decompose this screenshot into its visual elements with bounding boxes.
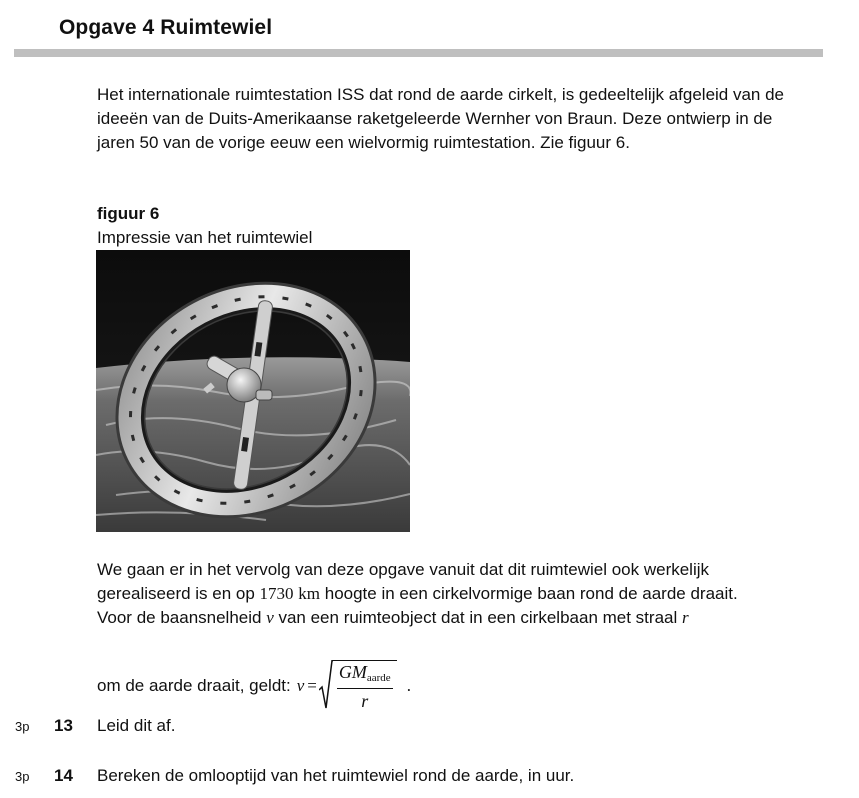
question-points: 3p (15, 769, 30, 784)
fraction (333, 660, 397, 713)
height-value: 1730 (259, 584, 294, 603)
numerator-gm: GM (338, 661, 367, 682)
formula-line (97, 660, 411, 712)
orbit-paragraph (97, 558, 797, 630)
page-title: Opgave 4 Ruimtewiel (59, 16, 273, 39)
question-13 (0, 716, 859, 740)
figure-caption: Impressie van het ruimtewiel (97, 228, 313, 247)
variable-v: v (266, 608, 274, 627)
formula-lead-text: om de aarde draait, geldt: (97, 676, 291, 695)
orbit-text-2: hoogte in een cirkelvormige baan rond de aarde draait. (320, 584, 738, 603)
height-unit: km (298, 584, 321, 603)
velocity-text-2: van een ruimteobject dat in een cirkelbaan met straal (273, 608, 682, 627)
question-text: Bereken de omlooptijd van het ruimtewiel rond de aarde, in uur. (97, 766, 575, 785)
orbital-velocity-formula (297, 660, 411, 713)
formula-equals: = (307, 676, 317, 695)
figure-label: figuur 6 (97, 204, 160, 223)
space-wheel-illustration (96, 250, 410, 532)
subscript-aarde: aarde (366, 671, 391, 684)
question-number: 14 (54, 766, 73, 785)
formula-period: . (406, 676, 411, 695)
question-14 (0, 766, 859, 790)
square-root (319, 660, 397, 713)
space-wheel-image (96, 250, 410, 532)
velocity-text-1: Voor de baansnelheid (97, 608, 267, 627)
orbit-text-1: We gaan er in het vervolg van deze opgave vanuit dat dit ruimtewiel ook werkelijk gerealiseerd is en op (97, 560, 710, 603)
fraction-numerator (337, 661, 393, 689)
question-points: 3p (15, 719, 30, 734)
fraction-denominator: r (361, 690, 369, 711)
question-number: 13 (54, 716, 73, 735)
variable-r: r (681, 608, 689, 627)
sqrt-sign-icon (319, 660, 333, 710)
formula-lhs: v (296, 676, 305, 695)
intro-paragraph: Het internationale ruimtestation ISS dat rond de aarde cirkelt, is gedeeltelijk afgeleid van de ideeën van de Duits-Amerikaanse raketgeleerde Wernher von Braun. Deze ontwierp in de jaren 50 van de vorige eeuw een wielvormig ruimtestation. Zie figuur 6. (97, 85, 785, 152)
question-text: Leid dit af. (97, 716, 176, 735)
title-divider-bar (14, 49, 823, 57)
